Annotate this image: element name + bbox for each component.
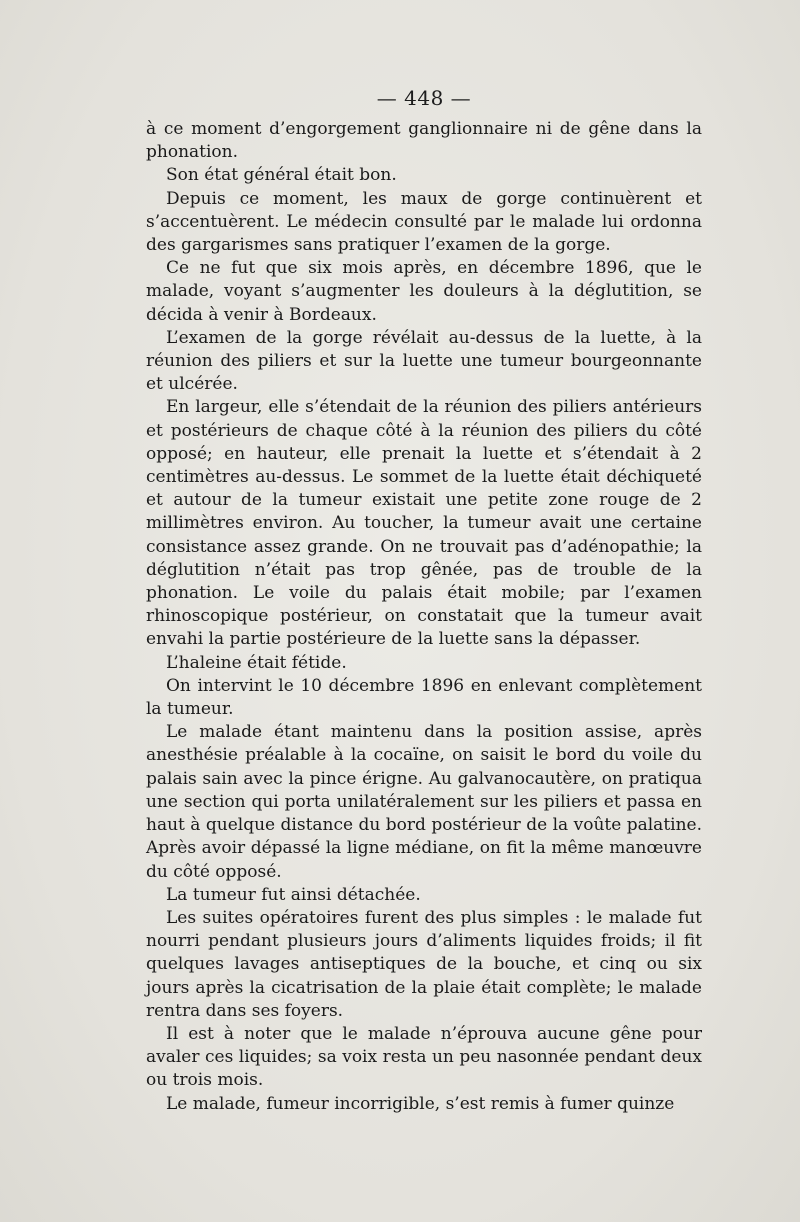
paragraph: L’haleine était fétide. [166,652,347,673]
paragraph: En largeur, elle s’étendait de la réunion des piliers antérieurs et postérieurs de chaque côté à la réunion des piliers du côté opposé; en hauteur, elle prenait la luette et s’étendait à 2 centimètres au-dessus. Le sommet de la luette était déchiqueté et autour de la tumeur existait une petite zone rouge de 2 millimètres environ. Au toucher, la tumeur avait une certaine consistance assez grande. On ne trouvait pas d’adénopathie; la déglutition n’était pas trop gênée, pas de trouble de la phonation. Le voile du palais était mobile; par l’examen rhinoscopique postérieur, on constatait que la tumeur avait envahi la partie postérieure de la luette sans la dépasser. [146,397,702,650]
paragraph: Il est à noter que le malade n’éprouva aucune gêne pour avaler ces liquides; sa voix resta un peu nasonnée pendant deux ou trois mois. [146,1023,702,1091]
paragraph: L’examen de la gorge révélait au-dessus de la luette, à la réunion des piliers et sur la luette une tumeur bourgeonnante et ulcérée. [146,327,702,395]
body-text [146,118,702,1116]
paragraph: Son état général était bon. [166,165,397,186]
paragraph: La tumeur fut ainsi détachée. [166,884,421,905]
page-number: — 448 — [376,86,472,110]
paragraph: Les suites opératoires furent des plus simples : le malade fut nourri pendant plusieurs jours d’aliments liquides froids; il fit quelques lavages antiseptiques de la bouche, et cinq ou six jours après la cicatrisation de la plaie était complète; le malade rentra dans ses foyers. [146,907,702,1021]
paragraph: à ce moment d’engorgement ganglionnaire ni de gêne dans la phonation. [146,119,702,163]
paragraph: On intervint le 10 décembre 1896 en enlevant complètement la tumeur. [146,675,702,720]
paragraph: Depuis ce moment, les maux de gorge continuèrent et s’accentuèrent. Le médecin consulté par le malade lui ordonna des gargarismes sans pratiquer l’examen de la gorge. [146,188,702,256]
paragraph: Ce ne fut que six mois après, en décembre 1896, que le malade, voyant s’augmenter les douleurs à la déglutition, se décida à venir à Bordeaux. [146,258,702,325]
paragraph: Le malade, fumeur incorrigible, s’est remis à fumer quinze [166,1093,675,1114]
paragraph: Le malade étant maintenu dans la position assise, après anesthésie préalable à la cocaïne, on saisit le bord du voile du palais sain avec la pince érigne. Au galvanocautère, on pratiqua une section qui porta unilatéralement sur les piliers et passa en haut à quelque distance du bord postérieur de la voûte palatine. Après avoir dépassé la ligne médiane, on fit la même manœuvre du côté opposé. [146,722,702,882]
